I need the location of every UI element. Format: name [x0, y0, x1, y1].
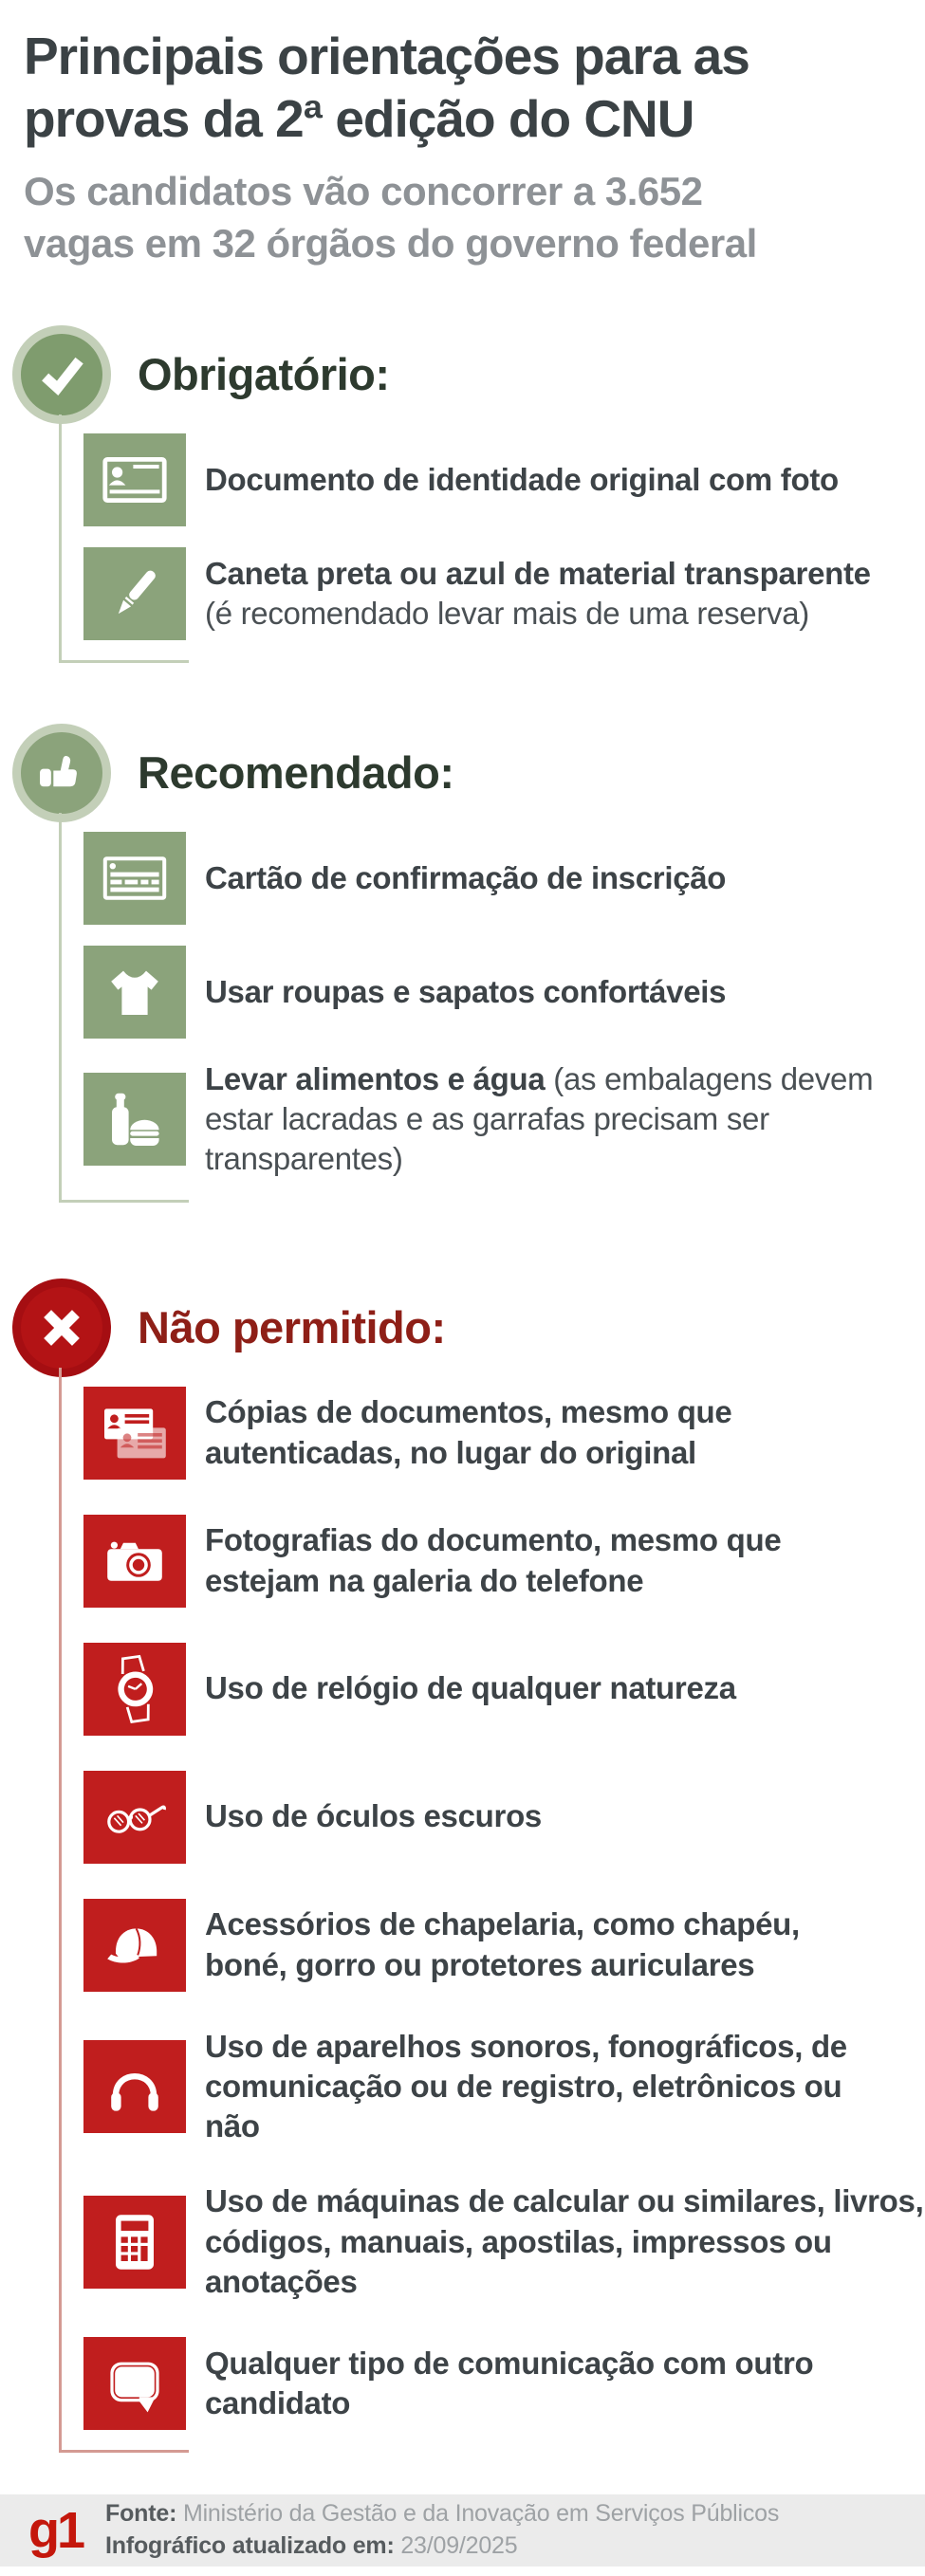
item-text-bold: Uso de máquinas de calcular ou similares, livros, códigos, manuais, apostilas, impressos ou anotações: [205, 2183, 924, 2299]
list-item: [0, 2181, 925, 2302]
section-heading: Não permitido:: [138, 1302, 446, 1353]
item-text-bold: Acessórios de chapelaria, como chapéu, boné, gorro ou protetores auriculares: [205, 1906, 800, 1982]
section-heading: Obrigatório:: [138, 349, 390, 400]
title-line-1: Principais orientações para as: [24, 27, 749, 85]
calculator-icon: [83, 2196, 186, 2289]
item-text-note: (as embalagens devem estar lacradas e as garrafas precisam ser transparentes): [205, 1060, 874, 1177]
item-text: [205, 1668, 736, 1708]
item-text: [205, 1392, 883, 1472]
check-icon: [12, 325, 111, 424]
section-obrigatorio: [0, 325, 925, 663]
footer-source-line: [105, 2498, 779, 2530]
id-card-icon: [83, 433, 186, 526]
document-copies-icon: [83, 1387, 186, 1480]
item-text-bold: Uso de relógio de qualquer natureza: [205, 1670, 736, 1706]
item-text: [205, 858, 726, 898]
list-item: [0, 2337, 925, 2430]
item-text-bold: Caneta preta ou azul de material transparente: [205, 555, 871, 591]
item-text: [205, 2027, 883, 2147]
footer-credits: [105, 2498, 779, 2563]
item-text: [205, 2344, 925, 2423]
section-items: [0, 1377, 925, 2453]
item-text-bold: Cópias de documentos, mesmo que autenticadas, no lugar do original: [205, 1394, 732, 1470]
x-icon: [12, 1279, 111, 1377]
item-text: [205, 1796, 542, 1836]
list-item: [0, 433, 925, 526]
section-header: [12, 325, 925, 424]
item-text: [205, 972, 726, 1012]
item-text-note: (é recomendado levar mais de uma reserva): [205, 595, 809, 631]
item-text: [205, 460, 839, 500]
subtitle-line-2: vagas em 32 órgãos do governo federal: [24, 221, 757, 267]
footer-updated-line: [105, 2530, 779, 2563]
section-header: [12, 724, 925, 822]
item-text-bold: Uso de aparelhos sonoros, fonográficos, de comunicação ou de registro, eletrônicos ou não: [205, 2028, 847, 2144]
food-water-icon: [83, 1073, 186, 1166]
footer-updated-label: Infográfico atualizado em:: [105, 2531, 395, 2559]
section-nao-permitido: [0, 1279, 925, 2453]
footer-source-label: Fonte:: [105, 2500, 177, 2528]
section-header: [12, 1279, 925, 1377]
list-item: [0, 1387, 925, 1480]
list-item: [0, 946, 925, 1039]
item-text: [205, 2181, 925, 2302]
speech-bubble-icon: [83, 2337, 186, 2430]
sunglasses-icon: [83, 1771, 186, 1864]
footer: [0, 2494, 925, 2567]
thumbs-up-icon: [12, 724, 111, 822]
confirmation-card-icon: [83, 832, 186, 925]
section-heading: Recomendado:: [138, 747, 454, 799]
item-text: [205, 1520, 883, 1600]
title-line-2: provas da 2ª edição do CNU: [24, 89, 694, 148]
list-item: [0, 2027, 925, 2147]
list-item: [0, 832, 925, 925]
list-item: [0, 1059, 925, 1180]
item-text-bold: Uso de óculos escuros: [205, 1798, 542, 1834]
section-items: [0, 822, 925, 1203]
camera-icon: [83, 1515, 186, 1608]
item-text: [205, 1059, 925, 1180]
item-text-bold: Usar roupas e sapatos confortáveis: [205, 973, 727, 1009]
list-item: [0, 1643, 925, 1736]
item-text-bold: Fotografias do documento, mesmo que estejam na galeria do telefone: [205, 1522, 782, 1598]
list-item: [0, 1771, 925, 1864]
cap-icon: [83, 1899, 186, 1992]
item-text: [205, 1904, 883, 1984]
tshirt-icon: [83, 946, 186, 1039]
watch-icon: [83, 1643, 186, 1736]
page-title: [24, 25, 901, 150]
list-item: [0, 547, 925, 640]
pen-icon: [83, 547, 186, 640]
item-text-bold: Levar alimentos e água: [205, 1060, 546, 1096]
section-recomendado: [0, 724, 925, 1203]
item-text: [205, 554, 871, 634]
footer-source-value: Ministério da Gestão e da Inovação em Serviços Públicos: [182, 2500, 780, 2528]
header: [0, 0, 925, 270]
list-item: [0, 1899, 925, 1992]
item-text-bold: Cartão de confirmação de inscrição: [205, 859, 727, 895]
item-text-bold: Documento de identidade original com foto: [205, 461, 839, 497]
headphones-icon: [83, 2040, 186, 2133]
section-items: [0, 424, 925, 663]
page-subtitle: [24, 165, 901, 270]
item-text-bold: Qualquer tipo de comunicação com outro candidato: [205, 2345, 814, 2420]
subtitle-line-1: Os candidatos vão concorrer a 3.652: [24, 169, 703, 213]
g1-logo: g1: [28, 2501, 83, 2559]
list-item: [0, 1515, 925, 1608]
footer-updated-value: 23/09/2025: [400, 2531, 518, 2559]
